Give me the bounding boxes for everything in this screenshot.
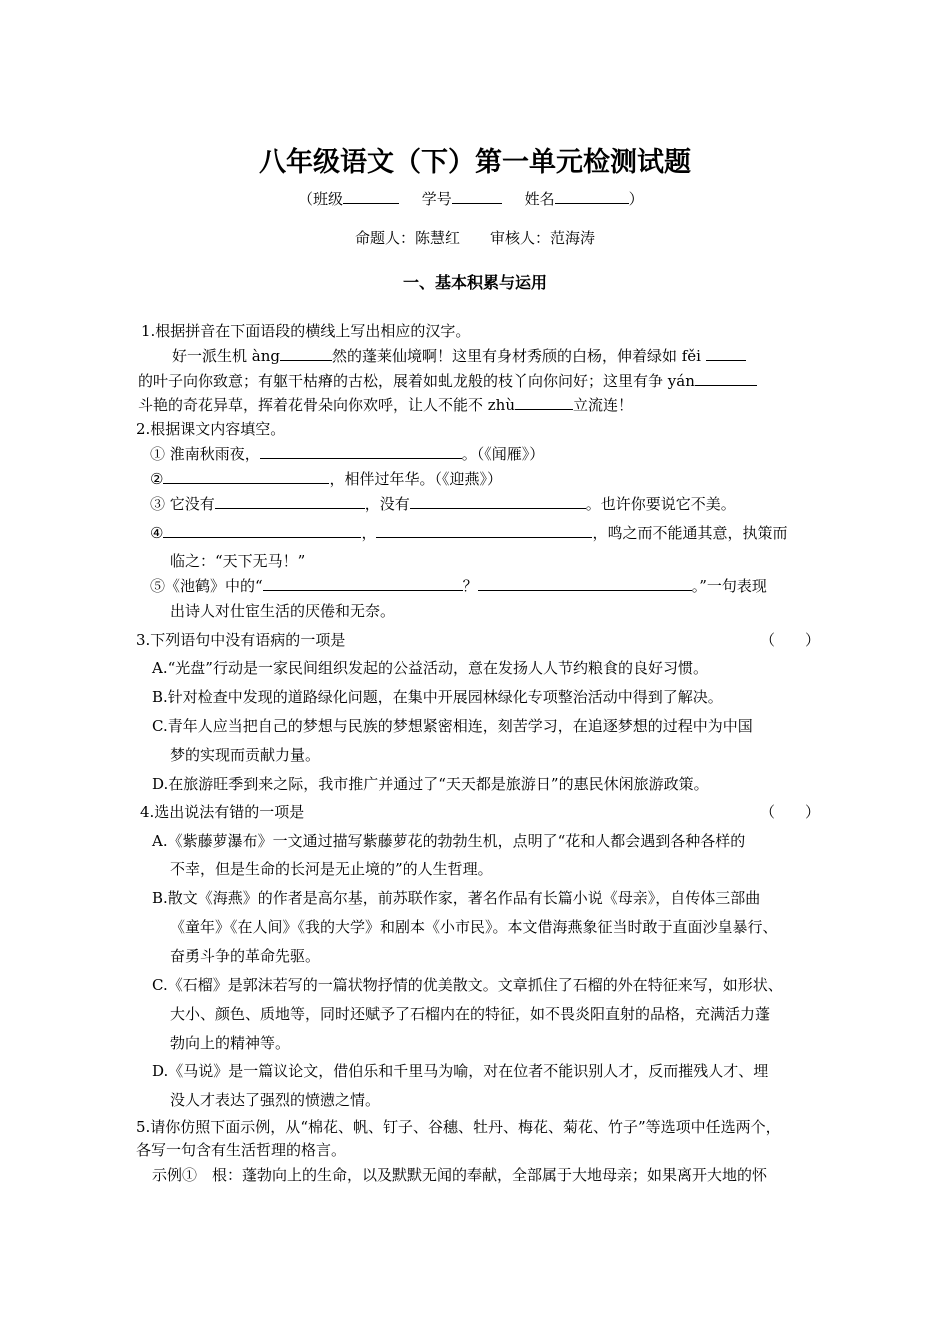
answer-blank[interactable] (376, 523, 592, 538)
answer-blank[interactable] (695, 371, 757, 386)
q2-item-5: ⑤《池鹤》中的“ ？ 。”一句表现 (150, 577, 767, 595)
answer-blank[interactable] (515, 395, 573, 410)
q3-option-c-cont: 梦的实现而贡献力量。 (170, 746, 321, 764)
q2-item-4-cont: 临之：“天下无马！” (170, 552, 306, 570)
answer-blank[interactable] (280, 346, 332, 361)
q3-option-b: B.针对检查中发现的道路绿化问题，在集中开展园林绿化专项整治活动中得到了解决。 (152, 688, 723, 706)
answer-blank[interactable] (260, 444, 462, 459)
q2-item-2: ② ，相伴过年华。（《迎燕》） (150, 470, 502, 488)
answer-blank[interactable] (263, 576, 463, 591)
q4-option-c: C.《石榴》是郭沫若写的一篇状物抒情的优美散文。文章抓住了石榴的外在特征来写，如形状、 (152, 976, 783, 994)
q5-stem-cont: 各写一句含有生活哲理的格言。 (136, 1141, 347, 1159)
answer-blank[interactable] (215, 494, 365, 509)
q4-option-a: A.《紫藤萝瀑布》一文通过描写紫藤萝花的勃勃生机，点明了“花和人都会遇到各种各样的 (152, 832, 746, 850)
q3-answer-paren[interactable]: （ ） (760, 631, 821, 649)
q1-passage-line-2: 的叶子向你致意；有躯干枯瘠的古松，展着如虬龙般的枝丫向你问好；这里有争 yán (138, 371, 757, 391)
answer-blank[interactable] (163, 523, 361, 538)
q4-option-c-cont-2: 勃向上的精神等。 (170, 1034, 291, 1052)
q5-example: 示例① 根：蓬勃向上的生命，以及默默无闻的奉献，全部属于大地母亲；如果离开大地的怀 (152, 1166, 768, 1184)
q3-stem: 3.下列语句中没有语病的一项是 (136, 631, 346, 649)
answer-blank[interactable] (410, 494, 586, 509)
q2-item-1: ① 淮南秋雨夜， 。（《闻雁》） (150, 445, 545, 463)
answer-blank[interactable] (706, 346, 746, 361)
class-blank[interactable] (343, 189, 399, 204)
q2-item-3: ③ 它没有 ，没有 。也许你要说它不美。 (150, 495, 736, 513)
q4-option-b-cont-2: 奋勇斗争的革命先驱。 (170, 947, 321, 965)
q1-stem: 1.根据拼音在下面语段的横线上写出相应的汉字。 (141, 322, 471, 340)
class-label: （班级 (298, 190, 344, 208)
authors-line: 命题人：陈慧红 审核人：范海涛 (354, 229, 595, 247)
q2-item-5-cont: 出诗人对仕宦生活的厌倦和无奈。 (170, 602, 396, 620)
q5-stem: 5.请你仿照下面示例，从“棉花、帆、钉子、谷穗、牡丹、梅花、菊花、竹子”等选项中任选两个， (136, 1118, 781, 1136)
q2-stem: 2.根据课文内容填空。 (136, 420, 286, 438)
student-number-label: 学号 (421, 190, 452, 208)
answer-blank[interactable] (163, 469, 329, 484)
q2-item-4: ④ ， ，鸣之而不能通其意，执策而 (150, 524, 788, 542)
student-number-blank[interactable] (452, 189, 502, 204)
q1-passage-line-1: 好一派生机 àng 然的蓬莱仙境啊！这里有身材秀颀的白杨，伸着绿如 fěi (172, 346, 746, 366)
page-title: 八年级语文（下）第一单元检测试题 (259, 147, 691, 178)
q4-stem: 4.选出说法有错的一项是 (140, 803, 305, 821)
q3-option-a: A.“光盘”行动是一家民间组织发起的公益活动，意在发扬人人节约粮食的良好习惯。 (152, 659, 708, 677)
q4-option-c-cont-1: 大小、颜色、质地等，同时还赋予了石榴内在的特征，如不畏炎阳直射的品格，充满活力蓬 (170, 1005, 771, 1023)
name-label: 姓名 (524, 190, 555, 208)
q4-option-b-cont-1: 《童年》《在人间》《我的大学》和剧本《小市民》。本文借海燕象征当时敢于直面沙皇暴行、 (170, 918, 778, 936)
name-blank[interactable] (555, 189, 629, 204)
q4-option-a-cont: 不幸，但是生命的长河是无止境的”的人生哲理。 (170, 860, 493, 878)
q4-option-d-cont: 没人才表达了强烈的愤懑之情。 (170, 1091, 381, 1109)
q4-answer-paren[interactable]: （ ） (760, 803, 821, 821)
q4-option-d: D.《马说》是一篇议论文，借伯乐和千里马为喻，对在位者不能识别人才，反而摧残人才、埋 (152, 1062, 769, 1080)
student-info-line: （班级 学号 姓名 ） (298, 190, 644, 208)
section-heading: 一、基本积累与运用 (402, 273, 547, 292)
q4-option-b: B.散文《海燕》的作者是高尔基，前苏联作家，著名作品有长篇小说《母亲》，自传体三部曲 (152, 889, 761, 907)
q1-passage-line-3: 斗艳的奇花异草，挥着花骨朵向你欢呼，让人不能不 zhù 立流连！ (138, 396, 634, 414)
q3-option-d: D.在旅游旺季到来之际，我市推广并通过了“天天都是旅游日”的惠民休闲旅游政策。 (152, 775, 709, 793)
answer-blank[interactable] (478, 576, 692, 591)
q3-option-c: C.青年人应当把自己的梦想与民族的梦想紧密相连，刻苦学习，在追逐梦想的过程中为中国 (152, 717, 753, 735)
